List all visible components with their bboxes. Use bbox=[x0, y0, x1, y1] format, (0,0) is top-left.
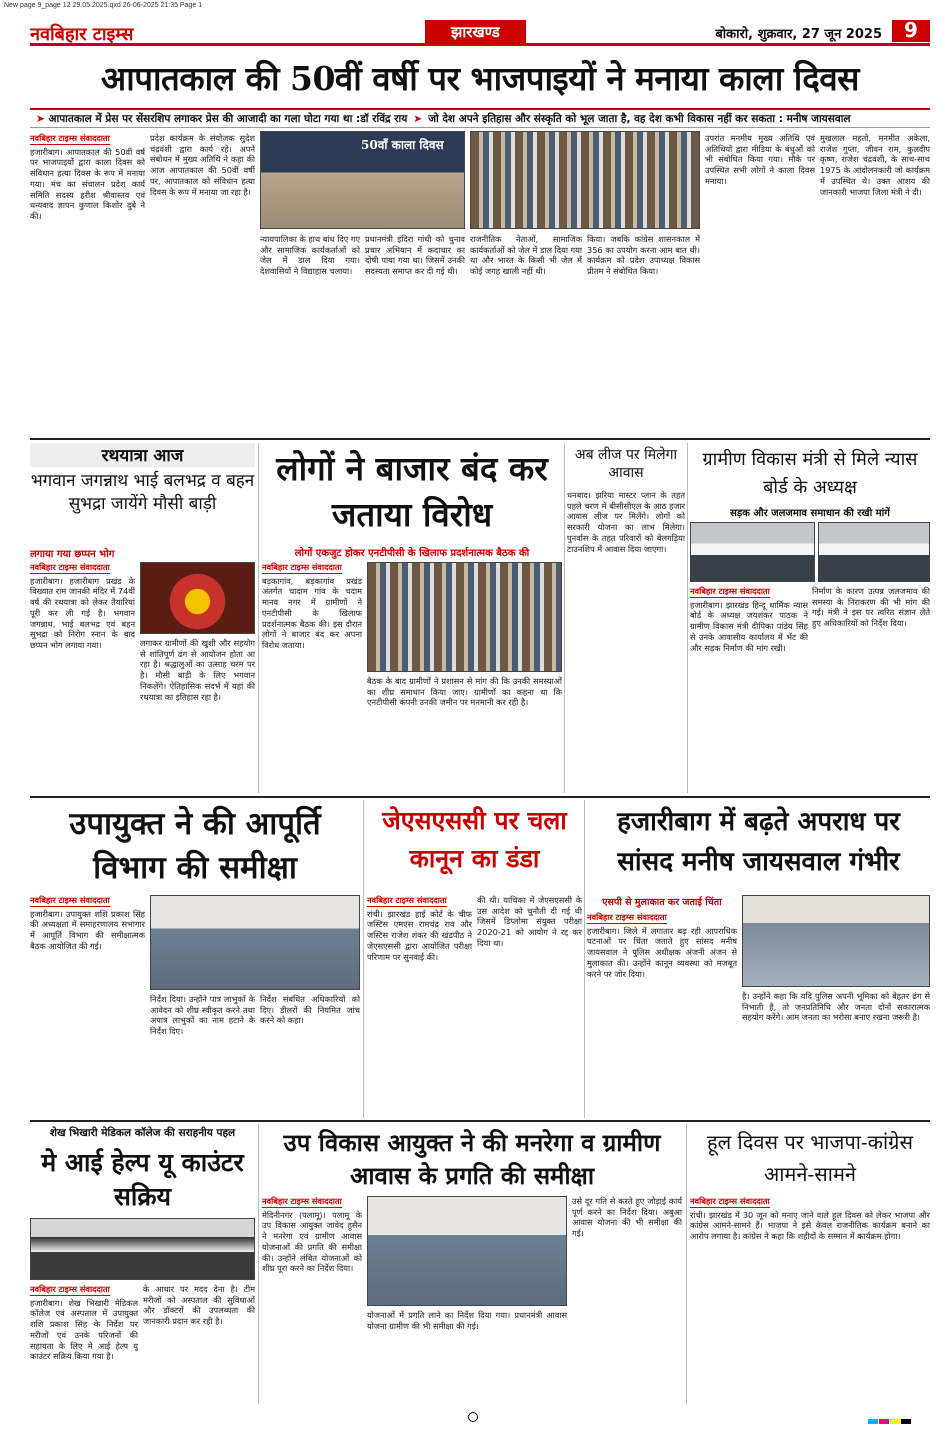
minister-col-1 bbox=[690, 586, 808, 792]
lease-headline: अब लीज पर मिलेगा आवास bbox=[574, 447, 678, 481]
lead-headline: आपातकाल की 50वीं वर्षी पर भाजपाइयों ने मनाया काला दिवस bbox=[101, 59, 859, 98]
medical-col-1 bbox=[30, 1284, 138, 1402]
page-number: 9 bbox=[892, 20, 930, 42]
column-rule bbox=[258, 443, 259, 793]
mnrega-col-3 bbox=[572, 1196, 682, 1402]
black-swatch bbox=[901, 1419, 911, 1424]
dc-review-col-1 bbox=[30, 895, 145, 1115]
section-divider bbox=[30, 438, 930, 440]
section-label: झारखण्ड bbox=[425, 20, 526, 44]
dateline: बोकारो, शुक्रवार, 27 जून 2025 bbox=[715, 27, 882, 42]
rathyatra-col-2 bbox=[140, 638, 255, 792]
jssc-headline: जेएसएससी पर चला कानून का डंडा bbox=[382, 806, 567, 873]
body-text: निर्देश संबंधित अधिकारियों को दिए। डीलरों की नियमित जांच करने को कहा। bbox=[260, 994, 360, 1026]
byline: नवबिहार टाइम्स संवाददाता bbox=[262, 1196, 342, 1206]
lead-photo-stage bbox=[260, 131, 465, 229]
lead-col-3 bbox=[260, 234, 360, 434]
rathyatra-col-1 bbox=[30, 562, 135, 792]
jssc-col-1 bbox=[367, 895, 472, 1115]
paper-name: नवबिहार टाइम्स bbox=[30, 24, 134, 45]
body-text: रांची। झारखंड में 30 जून को मनाए जाने वाले हूल दिवस को लेकर भाजपा और कांग्रेस आमने-सामने हैं। भाजपा ने इसे केवल राजनीतिक कार्यक्रम बनाने का आरोप लगाया है। कांग्रेस ने कहा कि शहीदों के सम्मान में कार्यक्रम होगा। bbox=[690, 1209, 930, 1242]
mnrega-headline: उप विकास आयुक्त ने की मनरेगा व ग्रामीण आवास के प्रगति की समीक्षा bbox=[283, 1128, 661, 1190]
minister-subhead: सड़क और जलजमाव समाधान की रखी मांगें bbox=[730, 508, 890, 519]
body-text: हजारीबाग। आपातकाल की 50वीं वर्ष पर भाजपाइयों द्वारा काला दिवस को संविधान हत्या दिवस के रूप में मनाया गया। मंच का संचालन प्रदेश कार्य समिति सदस्य हरीश श्रीवास्तव एवं धन्यवाद ज्ञापन कुणाल किशोर दुबे ने की। bbox=[30, 146, 145, 221]
dc-review-col-3 bbox=[260, 994, 360, 1115]
body-text: प्रदेश कार्यक्रम के संयोजक सुदेश चंद्रवंशी द्वारा कार्य रहे। अपने संबोधन में मुख्य अतिथि ने कहा की आज आपातकाल की 50वीं वर्षी पर, आपातकाल को संविधान हत्या दिवस के रूप में मनाया जा रहा है। bbox=[150, 133, 255, 197]
medical-photo bbox=[30, 1218, 255, 1280]
market-col-2 bbox=[367, 676, 562, 792]
lead-col-2 bbox=[150, 133, 255, 433]
minister-photo-2 bbox=[818, 522, 930, 582]
body-text: हजारीबाग। हजारीबाग प्रखंड के विख्यात राम जानकी मंदिर में 74वीं वर्ष की रथयात्रा को लेकर तैयारियां पूरी कर ली गई है। भगवान जगन्नाथ, भाई बलभद्र एवं बहन सुभद्रा को निरोग स्नान के बाद छप्पन भोग लगाया गया। bbox=[30, 575, 135, 650]
section-divider bbox=[30, 1120, 930, 1122]
body-text: उपरांत मनमीय मुख्य अतिथि एवं अतिथियों द्वारा मीडिया के बंधुओं को भी संबोधित किया गया। मौके पर उपस्थित सभी लोगों ने काला दिवस मनाया। bbox=[705, 133, 815, 186]
column-rule bbox=[687, 443, 688, 793]
column-rule bbox=[584, 800, 585, 1118]
body-text: किया। जबकि कांग्रेस शासनकाल में 356 का उपयोग करना आम बात थी। कार्यक्रम को प्रदेश उपाध्यक्ष विकास प्रीतम ने संबोधित किया। bbox=[587, 234, 700, 277]
lead-subline bbox=[30, 108, 930, 128]
jssc-col-2 bbox=[477, 895, 582, 1115]
byline: नवबिहार टाइम्स संवाददाता bbox=[690, 1196, 770, 1206]
body-text: हजारीबाग। उपायुक्त शशि प्रकाश सिंह की अध्यक्षता में समाहरणालय सभागार में आपूर्ति विभाग की समीक्षात्मक बैठक आयोजित की गई। bbox=[30, 908, 145, 951]
column-rule bbox=[686, 1124, 687, 1404]
masthead bbox=[30, 20, 930, 46]
byline: नवबिहार टाइम्स संवाददाता bbox=[30, 133, 110, 143]
body-text: बैठक के बाद ग्रामीणों ने प्रशासन से मांग की कि उनकी समस्याओं का शीघ्र समाधान किया जाए। ग्रामीणों का कहना था कि एनटीपीसी कंपनी उनकी जमीन पर मनमानी कर रही है। bbox=[367, 676, 562, 708]
body-text: निर्माण के कारण उत्पन्न जलजमाव की समस्या के निराकरण की भी मांग की गई। मंत्री ने इस पर त्वरित संज्ञान लेते हुए अधिकारियों को निर्देश दिया। bbox=[812, 586, 930, 629]
cmyk-registration-marks bbox=[868, 1414, 913, 1424]
rathyatra-photo bbox=[140, 562, 255, 634]
body-text: हजारीबाग। जिले में लगातार बढ़ रही आपराधिक घटनाओं पर चिंता जताते हुए सांसद मनीष जायसवाल ने पुलिस अधीक्षक अंजनी अंजन से मुलाकात की। उन्होंने कानून व्यवस्था को मजबूत करने पर जोर दिया। bbox=[587, 925, 737, 979]
minister-headline: ग्रामीण विकास मंत्री से मिले न्यास बोर्ड के अध्यक्ष bbox=[702, 449, 918, 498]
market-subhead: लोगों एकजुट होकर एनटीपीसी के खिलाफ प्रदर्शनात्मक बैठक की bbox=[294, 548, 530, 559]
lead-col-1 bbox=[30, 133, 145, 433]
lead-photo-crowd bbox=[470, 131, 700, 229]
byline: नवबिहार टाइम्स संवाददाता bbox=[587, 912, 667, 922]
dc-review-headline: उपायुक्त ने की आपूर्ति विभाग की समीक्षा bbox=[69, 806, 321, 886]
body-text: निर्देश दिया। उन्होंने पात्र लाभुकों के आवेदन को शीघ्र स्वीकृत करने तथा अपात्र लाभुकों का नाम हटाने के निर्देश दिए। bbox=[150, 994, 255, 1037]
section-divider bbox=[30, 796, 930, 798]
cyan-swatch bbox=[868, 1419, 878, 1424]
lead-col-7 bbox=[705, 133, 815, 433]
body-text: की थी। याचिका में जेएसएससी के उस आदेश को चुनौती दी गई थी जिसमें डिप्लोमा संयुक्त परीक्षा 2020-21 को आयोग ने रद्द कर दिया था। bbox=[477, 895, 582, 948]
body-text: मुखलाल महतो, मनमीत अकेला, राजेश गुप्ता, जीवन राम, कुलदीप कृष्ण, राजेश चंद्रवंशी, के साथ-साथ 1975 के आंदोलनकारी जो कार्यक्रम में उपस्थित थे। उक्त आशय की जानकारी भाजपा जिला मंत्री ने दी। bbox=[820, 133, 930, 197]
bullet-icon: ➤ bbox=[36, 113, 49, 125]
minister-col-2 bbox=[812, 586, 930, 792]
byline: नवबिहार टाइम्स संवाददाता bbox=[30, 895, 110, 905]
body-text: धनबाद। झरिया मास्टर प्लान के तहत पहले चरण में बीसीसीएल के आठ हजार आवास लीज पर मिलेंगे। लोगों को सरकारी योजना का लाभ मिलेगा। पुनर्वास के तहत परिवारों को बेलगड़िया टाउनशिप में आवास दिया जाएगा। bbox=[567, 490, 685, 554]
dc-review-photo bbox=[150, 895, 360, 990]
market-headline: लोगों ने बाजार बंद कर जताया विरोध bbox=[276, 449, 548, 534]
medical-label: शेख भिखारी मेडिकल कॉलेज की सराहनीय पहल bbox=[49, 1127, 236, 1139]
market-col-1 bbox=[262, 562, 362, 792]
body-text: के आधार पर मदद देना है। टीम मरीजों को अस्पताल की सुविधाओं और डॉक्टरों की उपलब्धता की जानकारी प्रदान कर रही है। bbox=[143, 1284, 255, 1327]
lead-col-4 bbox=[365, 234, 465, 434]
byline: नवबिहार टाइम्स संवाददाता bbox=[30, 562, 110, 572]
body-text: बड़कागांव, बड़कागांव प्रखंड अंतर्गत चादाम गांव के चदाम मानव नगर में ग्रामीणों ने एनटीपीसी के खिलाफ प्रदर्शनात्मक बैठक की। इस दौरान लोगों ने बाजार बंद कर अपना विरोध जताया। bbox=[262, 575, 362, 650]
body-text: हजारीबाग। झारखंड हिन्दू धार्मिक न्यास बोर्ड के अध्यक्ष जयशंकर पाठक ने ग्रामीण विकास मंत्री दीपिका पांडेय सिंह से उनके आवासीय कार्यालय में भेंट की और सड़क निर्माण की मांग रखी। bbox=[690, 599, 808, 653]
mnrega-photo bbox=[367, 1196, 567, 1306]
medical-headline: मे आई हेल्प यू काउंटर सक्रिय bbox=[41, 1148, 244, 1211]
crime-subhead: एसपी से मुलाकात कर जताई चिंता bbox=[602, 897, 722, 908]
dc-review-col-2 bbox=[150, 994, 255, 1115]
rathyatra-label: रथयात्रा आज bbox=[30, 443, 255, 467]
crime-col-1 bbox=[587, 912, 737, 1115]
body-text: प्रधानमंत्री इंदिरा गांधी को चुनाव प्रचार अभियान में कदाचार का दोषी पाया गया था। जिसमें उनकी सदस्यता समाप्त कर दी गई थी। bbox=[365, 234, 465, 277]
rathyatra-kicker: लगाया गया छप्पन भोग bbox=[30, 549, 115, 560]
lead-col-8 bbox=[820, 133, 930, 433]
registration-mark-icon bbox=[468, 1412, 478, 1422]
magenta-swatch bbox=[879, 1419, 889, 1424]
byline: नवबिहार टाइम्स संवाददाता bbox=[367, 895, 447, 905]
body-text: उसे दूर गति से करते हुए जोड़ाई कार्य पूर्ण करने का निर्देश दिया। अबुआ आवास योजना की भी समीक्षा की गई। bbox=[572, 1196, 682, 1239]
body-text: है। उन्होंने कहा कि यदि पुलिस अपनी भूमिका को बेहतर ढंग से निभाती है, तो जनप्रतिनिधि और जनता दोनों सकारात्मक सहयोग करेंगे। आम जनता का भरोसा बनाए रखना जरूरी है। bbox=[742, 991, 930, 1023]
column-rule bbox=[564, 443, 565, 793]
mnrega-col-2 bbox=[367, 1310, 567, 1402]
byline: नवबिहार टाइम्स संवाददाता bbox=[262, 562, 342, 572]
body-text: लगाकर ग्रामीणों की खुशी और सहयोग से शांतिपूर्ण ढंग से आयोजन होता आ रहा है। श्रद्धालुओं का उत्साह चरम पर है। मौसी बाड़ी के लिए भगवान निकलेंगे। ऐतिहासिक संदर्भ में यहां की रथयात्रा का इतिहास रहा है। bbox=[140, 638, 255, 702]
byline: नवबिहार टाइम्स संवाददाता bbox=[30, 1284, 110, 1294]
hool-body bbox=[690, 1196, 930, 1402]
rathyatra-headline: भगवान जगन्नाथ भाई बलभद्र व बहन सुभद्रा जायेंगे मौसी बाड़ी bbox=[30, 471, 255, 514]
subline-left: आपातकाल में प्रेस पर सेंसरशिप लगाकर प्रेस की आजादी का गला घोटा गया था :डॉ रविंद्र राय bbox=[48, 113, 408, 125]
body-text: हजारीबाग। शेख भिखारी मेडिकल कॉलेज एवं अस्पताल में उपायुक्त शशि प्रकाश सिंह के निर्देश पर मरीजों एवं उनके परिजनों की सहायता के लिए मे आई हेल्प यू काउंटर सक्रिय किया गया है। bbox=[30, 1297, 138, 1362]
subline-right: जो देश अपने इतिहास और संस्कृति को भूल जाता है, वह देश कभी विकास नहीं कर सकता : मनीष जायसवाल bbox=[428, 113, 851, 125]
lead-col-6 bbox=[587, 234, 700, 434]
minister-photo-1 bbox=[690, 522, 815, 582]
photo-banner-text: 50वाँ काला दिवस bbox=[361, 138, 444, 152]
crime-headline: हजारीबाग में बढ़ते अपराध पर सांसद मनीष जायसवाल गंभीर bbox=[617, 807, 900, 877]
column-rule bbox=[363, 800, 364, 1118]
column-rule bbox=[258, 1124, 259, 1404]
print-slug: New page 9_page 12 29.05.2025.qxd 26-06-2025 21:35 Page 1 bbox=[4, 2, 203, 9]
lead-col-5 bbox=[470, 234, 582, 434]
lease-body bbox=[567, 490, 685, 792]
body-text: मेदिनीनगर (पलामू)। पलामू के उप विकास आयुक्त जावेद हुसैन ने मनरेगा एवं ग्रामीण आवास योजनाओं की प्रगति की समीक्षा की। उन्होंने लंबित योजनाओं को शीघ्र पूरा करने का निर्देश दिया। bbox=[262, 1209, 362, 1274]
body-text: रांची। झारखंड हाई कोर्ट के चीफ जस्टिस एमएस रामचंद्र राव और जस्टिस राजेश शंकर की खंडपीठ ने जेएसएससी द्वारा आयोजित परीक्षा परिणाम पर सुनवाई की। bbox=[367, 908, 472, 962]
bullet-icon: ➤ bbox=[413, 113, 423, 125]
hool-headline: हूल दिवस पर भाजपा-कांग्रेस आमने-सामने bbox=[707, 1130, 913, 1186]
crime-col-2 bbox=[742, 991, 930, 1115]
body-text: राजनीतिक नेताओं, सामाजिक कार्यकर्ताओं को जेल में डाल दिया गया था और भारत के किसी भी जेल में कोई जगह खाली नहीं थी। bbox=[470, 234, 582, 277]
body-text: योजनाओं में प्रगति लाने का निर्देश दिया गया। प्रधानमंत्री आवास योजना ग्रामीण की भी समीक्षा की गई। bbox=[367, 1310, 567, 1331]
yellow-swatch bbox=[890, 1419, 900, 1424]
market-photo bbox=[367, 562, 562, 672]
body-text: न्यायपालिका के हाथ बांध दिए गए और सामाजिक कार्यकर्ताओं को जेल में डाल दिया गया। देशवासियों ने विद्याहास चलाया। bbox=[260, 234, 360, 277]
byline: नवबिहार टाइम्स संवाददाता bbox=[690, 586, 770, 596]
mnrega-col-1 bbox=[262, 1196, 362, 1402]
crime-photo bbox=[742, 895, 930, 987]
medical-col-2 bbox=[143, 1284, 255, 1402]
